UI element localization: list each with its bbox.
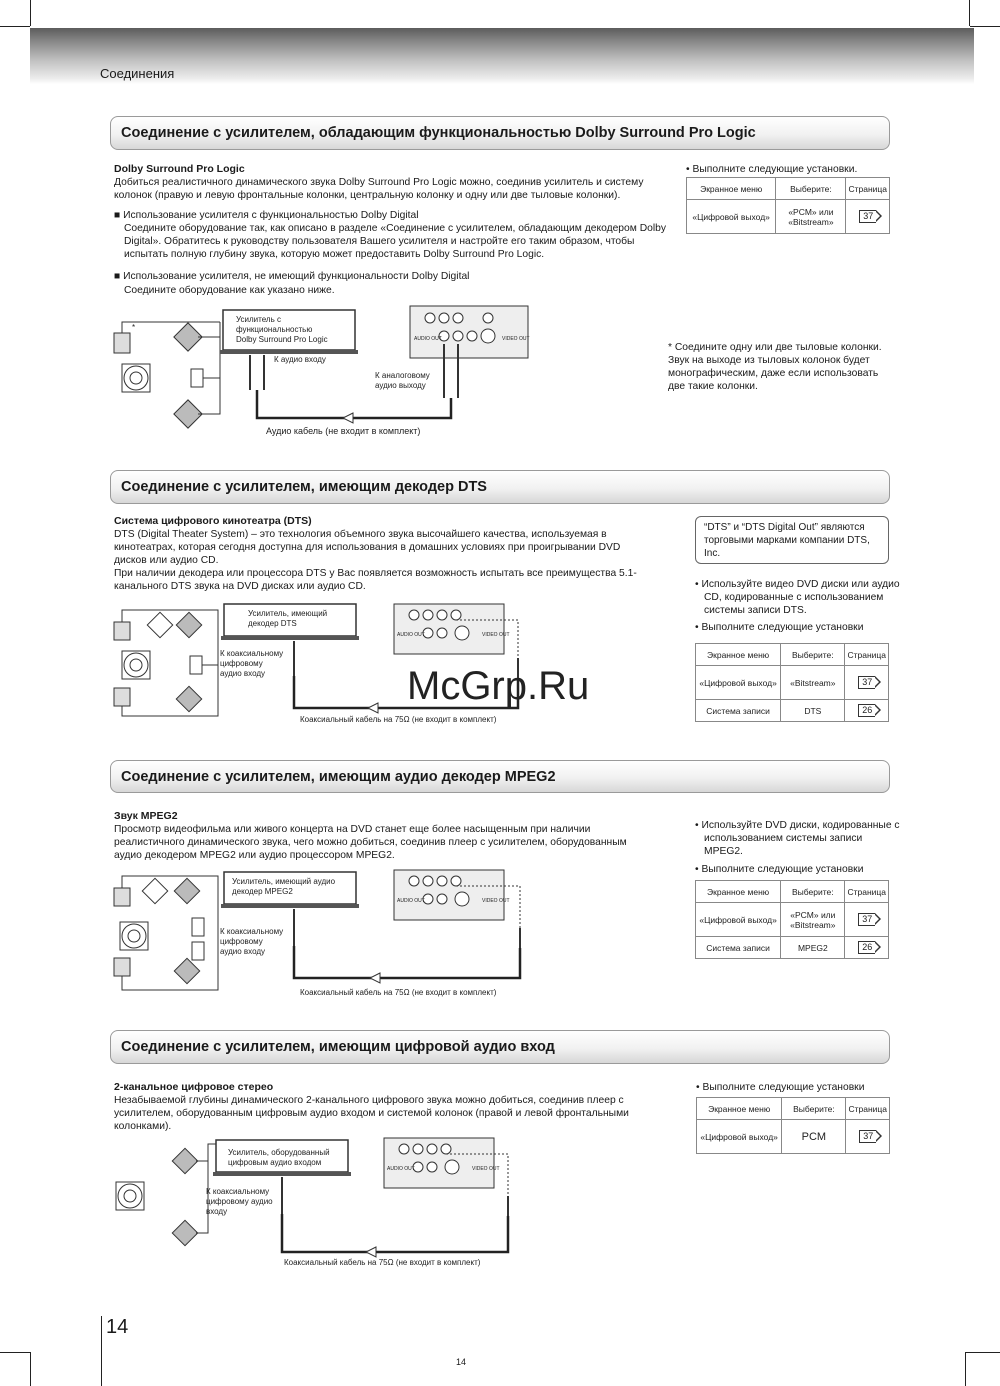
listener-icon bbox=[122, 364, 150, 392]
crop-mark bbox=[970, 26, 1000, 27]
page-ref: 26 bbox=[858, 941, 875, 954]
amp-label-line: декодер DTS bbox=[248, 619, 297, 628]
input-label-line: К коаксиальному bbox=[220, 927, 284, 936]
table-cell: «Цифровой выход» bbox=[696, 666, 781, 700]
crop-mark bbox=[30, 1352, 31, 1386]
settings-table bbox=[696, 1097, 890, 1154]
settings-table bbox=[695, 880, 889, 959]
table-header: Страница bbox=[845, 881, 889, 903]
bullet bbox=[695, 819, 904, 858]
bullet-text: Выполните следующие установки bbox=[701, 864, 864, 875]
table-cell bbox=[846, 1120, 890, 1154]
input-label-line: цифровому bbox=[220, 937, 263, 946]
input-label-line: цифровому аудио bbox=[206, 1197, 273, 1206]
bullet-text: Используйте DVD диски, кодированные с использованием системы записи MPEG2. bbox=[701, 820, 900, 857]
connection-diagram bbox=[108, 300, 538, 442]
table-cell bbox=[845, 666, 889, 700]
audio-out-label: AUDIO OUT bbox=[397, 898, 425, 904]
section-title-dts: Соединение с усилителем, имеющим декодер DTS bbox=[110, 470, 890, 504]
settings-table bbox=[686, 177, 890, 234]
table-cell: PCM bbox=[782, 1120, 846, 1154]
settings-intro-text: Выполните следующие установки. bbox=[692, 164, 858, 175]
cable-label: Коаксиальный кабель на 75Ω (не входит в комплект) bbox=[300, 715, 497, 724]
rear-speaker bbox=[114, 622, 130, 640]
bullet-text: Выполните следующие установки bbox=[701, 622, 864, 633]
table-cell: Система записи bbox=[696, 937, 781, 959]
crop-mark bbox=[966, 1352, 1000, 1353]
rear-speaker-note: * Соедините одну или две тыловые колонки. Звук на выходе из тыловых колонок будет монографическим, даже если использовать две такие колонки. bbox=[668, 342, 882, 392]
settings-intro bbox=[686, 163, 857, 176]
page-number-rule bbox=[101, 1316, 102, 1386]
bullet-text: Выполните следующие установки bbox=[702, 1082, 865, 1093]
page-ref: 26 bbox=[858, 704, 875, 717]
page-ref: 37 bbox=[858, 913, 875, 926]
section-title-dolby-pro-logic: Соединение с усилителем, обладающим функциональностью Dolby Surround Pro Logic bbox=[110, 116, 890, 150]
page-number-small: 14 bbox=[456, 1357, 467, 1367]
table-header: Экранное меню bbox=[697, 1098, 782, 1120]
video-out-label: VIDEO OUT bbox=[502, 336, 530, 342]
input-label bbox=[206, 1187, 275, 1216]
listener-icon bbox=[122, 651, 150, 679]
table-header: Выберите: bbox=[781, 644, 845, 666]
front-speaker bbox=[174, 400, 202, 428]
output-label-line: аудио выходу bbox=[375, 381, 426, 390]
page-number: 14 bbox=[106, 1316, 129, 1338]
table-header: Страница bbox=[846, 178, 890, 200]
table-header: Выберите: bbox=[782, 1098, 846, 1120]
front-speaker bbox=[142, 878, 167, 903]
rear-speaker bbox=[114, 958, 130, 976]
bullet-text: Используйте видео DVD диски или аудио CD, кодированные с использованием системы записи DTS. bbox=[701, 579, 900, 616]
bullet bbox=[695, 578, 904, 617]
input-label bbox=[220, 927, 285, 956]
subtitle: Звук MPEG2 bbox=[114, 810, 178, 822]
watermark: McGrp.Ru bbox=[407, 664, 590, 708]
bullet bbox=[695, 621, 863, 634]
table-cell: «Цифровой выход» bbox=[696, 903, 781, 937]
table-cell: «Цифровой выход» bbox=[697, 1120, 782, 1154]
input-label-line: К коаксиальному bbox=[220, 649, 284, 658]
front-speaker bbox=[172, 1148, 197, 1173]
input-label-line: цифровому bbox=[220, 659, 263, 668]
amp-label-line: Усилитель, имеющий аудио bbox=[232, 877, 336, 886]
video-out-label: VIDEO OUT bbox=[472, 1166, 500, 1172]
bullet-title-text: Использование усилителя, не имеющий функциональности Dolby Digital bbox=[123, 271, 470, 282]
bullet-title bbox=[114, 209, 674, 222]
crop-mark bbox=[969, 0, 970, 26]
bullet-text: Соедините оборудование так, как описано в разделе «Соединение с усилителем, обладающим декодером Dolby Digital». Обратитесь к руководству пользователя Вашего усилителя и настройте его таким образом, чтобы испытать полную глубину звука, которую может предоставить Dolby Surround Pro Logic. bbox=[124, 223, 667, 260]
settings-table bbox=[695, 643, 889, 722]
subtitle: 2-канальное цифровое стерео bbox=[114, 1081, 274, 1093]
amp-label-line: Усилитель, имеющий bbox=[248, 609, 328, 618]
intro-text: DTS (Digital Theater System) – это технология объемного звука высочайшего качества, используемая в кинотеатрах, которая сегодня доступна для использования в домашних условиях при проигрывании DVD дисков или аудио CD. bbox=[114, 529, 621, 566]
asterisk-label: * bbox=[132, 323, 136, 332]
output-label-line: К аналоговому bbox=[375, 371, 430, 380]
crop-mark bbox=[965, 1352, 966, 1386]
table-header: Выберите: bbox=[776, 178, 846, 200]
page-header-title: Соединения bbox=[100, 66, 175, 81]
bullet-dot-icon: • bbox=[686, 164, 693, 175]
input-label-line: К коаксиальному bbox=[206, 1187, 270, 1196]
rear-speaker bbox=[114, 333, 130, 353]
audio-out-label: AUDIO OUT bbox=[397, 632, 425, 638]
section-title-mpeg2: Соединение с усилителем, имеющим аудио декодер MPEG2 bbox=[110, 760, 890, 793]
connection-diagram bbox=[108, 1134, 528, 1272]
output-label bbox=[375, 371, 432, 390]
input-label-line: входу bbox=[206, 1207, 228, 1216]
crop-mark bbox=[30, 0, 31, 26]
front-speaker bbox=[176, 612, 201, 637]
amp-label bbox=[228, 1148, 332, 1167]
center-speaker bbox=[191, 369, 203, 387]
bullet-title-text: Использование усилителя с функциональностью Dolby Digital bbox=[123, 210, 419, 221]
audio-out-label: AUDIO OUT bbox=[414, 336, 442, 342]
amp-label-line: Dolby Surround Pro Logic bbox=[236, 335, 328, 344]
connection-diagram bbox=[108, 866, 528, 1000]
listener-icon bbox=[116, 1182, 144, 1210]
bullet-text: Соедините оборудование как указано ниже. bbox=[124, 285, 335, 296]
table-cell bbox=[845, 700, 889, 722]
table-header: Выберите: bbox=[781, 881, 845, 903]
input-label: К аудио входу bbox=[274, 355, 326, 364]
crop-mark bbox=[0, 26, 30, 27]
center-speaker bbox=[190, 656, 202, 674]
amp-label-line: декодер MPEG2 bbox=[232, 887, 293, 896]
table-header: Экранное меню bbox=[696, 881, 781, 903]
rear-speaker bbox=[114, 888, 130, 906]
audio-out-label: AUDIO OUT bbox=[387, 1166, 415, 1172]
amp-label-line: Усилитель, оборудованный bbox=[228, 1148, 330, 1157]
amp-label-line: Усилитель с bbox=[236, 315, 281, 324]
bullet-dot-icon: • bbox=[695, 579, 702, 590]
bullet bbox=[696, 1081, 864, 1094]
video-out-label: VIDEO OUT bbox=[482, 632, 510, 638]
front-speaker bbox=[176, 686, 201, 711]
front-speaker bbox=[174, 878, 199, 903]
table-cell: «PCM» или «Bitstream» bbox=[781, 903, 845, 937]
table-cell bbox=[846, 200, 890, 234]
subtitle: Dolby Surround Pro Logic bbox=[114, 163, 245, 175]
bullet bbox=[695, 863, 863, 876]
table-cell: «Цифровой выход» bbox=[687, 200, 776, 234]
amp-label-line: цифровым аудио входом bbox=[228, 1158, 322, 1167]
square-bullet-icon: ■ bbox=[114, 271, 124, 282]
table-header: Страница bbox=[846, 1098, 890, 1120]
table-header: Экранное меню bbox=[687, 178, 776, 200]
front-speaker bbox=[147, 612, 172, 637]
cable-label: Коаксиальный кабель на 75Ω (не входит в комплект) bbox=[284, 1258, 481, 1267]
bullet-dot-icon: • bbox=[695, 820, 702, 831]
bullet-dot-icon: • bbox=[696, 1082, 703, 1093]
table-cell: «PCM» или «Bitstream» bbox=[776, 200, 846, 234]
intro-text: Просмотр видеофильма или живого концерта на DVD станет еще более насыщенным при наличии реалистичного динамического звука, чего можно добиться, соединив плеер с усилителем, оборудованным аудио декодером MPEG2 или аудио процессором MPEG2. bbox=[114, 824, 627, 861]
front-speaker bbox=[174, 323, 202, 351]
input-label-line: аудио входу bbox=[220, 669, 266, 678]
intro-text: Незабываемой глубины динамического 2-канального цифрового звука можно добиться, соединив плеер с усилителем, оборудованным цифровым аудио входом и системой колонок (правой и левой фронтальными колонками). bbox=[114, 1095, 629, 1132]
page-ref: 37 bbox=[858, 676, 875, 689]
bullet-dot-icon: • bbox=[695, 864, 702, 875]
table-cell: Система записи bbox=[696, 700, 781, 722]
amp-label-line: функциональностью bbox=[236, 325, 313, 334]
bullet-title bbox=[114, 270, 674, 283]
bullet-dot-icon: • bbox=[695, 622, 702, 633]
intro-text: При наличии декодера или процессора DTS у Вас появляется возможность испытать все преимущества 5.1-канального DTS звука на DVD дисках или аудио CD. bbox=[114, 568, 637, 592]
table-cell bbox=[845, 903, 889, 937]
table-header: Экранное меню bbox=[696, 644, 781, 666]
input-label bbox=[220, 649, 285, 678]
table-cell bbox=[845, 937, 889, 959]
cable-label: Коаксиальный кабель на 75Ω (не входит в комплект) bbox=[300, 988, 497, 997]
crop-mark bbox=[0, 1352, 30, 1353]
input-label-line: аудио входу bbox=[220, 947, 266, 956]
table-cell: DTS bbox=[781, 700, 845, 722]
square-bullet-icon: ■ bbox=[114, 210, 124, 221]
table-header: Страница bbox=[845, 644, 889, 666]
video-out-label: VIDEO OUT bbox=[482, 898, 510, 904]
subtitle: Система цифрового кинотеатра (DTS) bbox=[114, 515, 312, 527]
intro-text: Добиться реалистичного динамического звука Dolby Surround Pro Logic можно, соединив усилитель и систему колонок (правую и левую фронтальные колонки, центральную колонку и одну или две тыловые колонки). bbox=[114, 177, 644, 201]
front-speaker bbox=[174, 958, 199, 983]
section-title-digital-input: Соединение с усилителем, имеющим цифровой аудио вход bbox=[110, 1030, 890, 1064]
page-ref: 37 bbox=[859, 1130, 876, 1143]
center-speaker bbox=[192, 918, 204, 936]
table-cell: MPEG2 bbox=[781, 937, 845, 959]
page-ref: 37 bbox=[859, 210, 876, 223]
listener-icon bbox=[120, 922, 148, 950]
trademark-note: “DTS” и “DTS Digital Out” являются торговыми марками компании DTS, Inc. bbox=[695, 516, 889, 564]
center-speaker bbox=[192, 942, 204, 960]
rear-speaker bbox=[114, 688, 130, 706]
front-speaker bbox=[172, 1220, 197, 1245]
cable-label: Аудио кабель (не входит в комплект) bbox=[266, 426, 421, 436]
table-cell: «Bitstream» bbox=[781, 666, 845, 700]
